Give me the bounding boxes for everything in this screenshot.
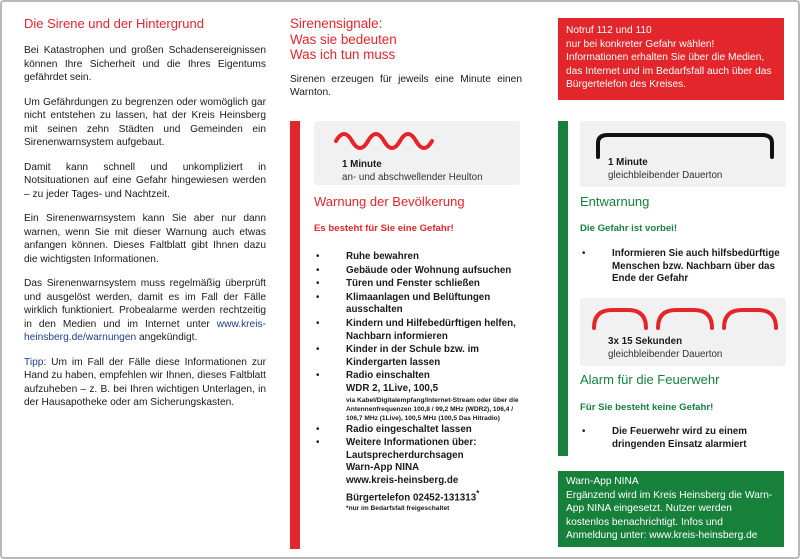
more-line-4: www.kreis-heinsberg.de	[346, 474, 459, 486]
radio-line-1: Radio einschalten	[346, 370, 430, 382]
nina-text: Ergänzend wird im Kreis Heinsberg die Warn-App NINA eingesetzt. Nutzer werden kostenlos benachrichtigt. Infos und Anmeldung unter: www.kreis-heinsberg.de	[566, 489, 773, 541]
nina-title: Warn-App NINA	[566, 476, 639, 487]
emergency-notice-box	[558, 18, 784, 100]
triple-tone-signal-icon	[588, 304, 784, 334]
footnote-text: *nur im Bedarfsfall freigeschaltet	[346, 505, 450, 513]
list-item: • Radio eingeschaltet lassen	[314, 424, 520, 437]
list-item: • Die Feuerwehr wird zu einem dringenden Einsatz alarmiert	[580, 426, 784, 451]
dauerton-signal-icon	[590, 129, 780, 159]
intro-column	[24, 2, 266, 421]
radio-line-2: WDR 2, 1Live, 100,5	[346, 382, 439, 394]
heulton-description: an- und abschwellender Heulton	[342, 172, 483, 183]
more-line-2: Lautsprecherdurchsagen	[346, 449, 464, 461]
signals-title-line-3: Was ich tun muss	[290, 47, 396, 62]
allclear-subtitle: Die Gefahr ist vorbei!	[580, 223, 678, 234]
intro-paragraph-3: Damit kann schnell und unkompliziert in Notsituationen auf eine Gefahr hingewiesen werden – zu jeder Tages- und Nachtzeit.	[24, 161, 266, 200]
warning-instruction-list	[314, 251, 520, 514]
intro-title: Die Sirene und der Hintergrund	[24, 16, 204, 31]
feuerwehr-duration: 3x 15 Sekunden	[608, 336, 683, 347]
tip-paragraph	[24, 356, 266, 410]
intro-paragraph-5	[24, 277, 266, 345]
list-item: • Ruhe bewahren	[314, 251, 520, 264]
emergency-text: nur bei konkreter Gefahr wählen! Informationen erhalten Sie über die Medien, das Internet und im Bedarfsfall auch über das Bürgertelefon des Kreises.	[566, 38, 772, 90]
signals-title	[290, 16, 528, 63]
firebrigade-instruction-list	[580, 426, 784, 452]
tip-label: Tipp:	[24, 356, 47, 368]
list-item: • Informieren Sie auch hilfsbedürftige Menschen bzw. Nachbarn über das Ende der Gefahr	[580, 248, 784, 286]
heulton-signal-box	[314, 121, 520, 185]
probealarm-end: angekündigt.	[136, 332, 198, 343]
warnungen-link[interactable]: www.kreis-heinsberg.de/warnungen	[24, 318, 266, 343]
footnote-star: *	[476, 488, 480, 498]
radio-frequencies: via Kabel/Digitalempfang/Internet-Stream oder über die Antennenfrequenzen 100,8 / 99,2 MHz (WDR2), 106,4 / 106,7 MHz (1Live), 100,5 MHz (100,5 Das Hitradio)	[346, 396, 519, 422]
more-line-5: Bürgertelefon 02452-131313	[346, 491, 477, 503]
tip-text: Um im Fall der Fälle diese Informationen zur Hand zu haben, empfehlen wir Ihnen, dieses Faltblatt aufzuheben – z. B. bei Ihren wichtigen Unterlagen, in der Hausapotheke oder am Sicherungskasten.	[24, 356, 266, 408]
more-line-3: Warn-App NINA	[346, 462, 420, 474]
emergency-title: Notruf 112 und 110	[566, 25, 652, 36]
signals-column	[290, 2, 528, 111]
warning-title: Warnung der Bevölkerung	[314, 194, 465, 209]
probealarm-text: Das Sirenenwarnsystem muss regelmäßig überprüft und ausgelöst werden, damit es im Fall der Fälle wirklich funktioniert. Probealarme werden rechtzeitig in den Medien und im Internet unter	[24, 278, 266, 330]
intro-paragraph-2: Um Gefährdungen zu begrenzen oder womöglich gar nicht entstehen zu lassen, hat der Kreis Heinsberg mit seinen zehn Städten und Gemeinden ein Sirenenwarnsystem aufgebaut.	[24, 96, 266, 148]
list-item-more-info	[314, 437, 520, 513]
feuerwehr-description: gleichbleibender Dauerton	[608, 349, 723, 360]
wave-signal-icon	[332, 129, 442, 153]
nina-app-box	[558, 471, 784, 547]
list-item: • Gebäude oder Wohnung aufsuchen	[314, 265, 520, 278]
dauerton-duration: 1 Minute	[608, 157, 648, 168]
signals-title-line-1: Sirenensignale:	[290, 16, 383, 31]
firebrigade-subtitle: Für Sie besteht keine Gefahr!	[580, 402, 714, 413]
more-line-1: Weitere Informationen über:	[346, 437, 477, 449]
allclear-title: Entwarnung	[580, 194, 650, 209]
firebrigade-title: Alarm für die Feuerwehr	[580, 372, 720, 387]
list-item: • Türen und Fenster schließen	[314, 278, 520, 291]
heulton-duration: 1 Minute	[342, 159, 382, 170]
allclear-instruction-list	[580, 248, 784, 287]
intro-paragraph-1: Bei Katastrophen und großen Schadensereignissen können Ihre Sicherheit und die Ihres Eigentums gefährdet sein.	[24, 45, 266, 83]
signals-title-line-2: Was sie bedeuten	[290, 31, 397, 47]
warning-red-bar	[290, 121, 300, 549]
allclear-green-bar	[558, 121, 568, 456]
list-item-radio	[314, 370, 520, 422]
feuerwehr-signal-box	[580, 298, 786, 366]
intro-paragraph-4: Ein Sirenenwarnsystem kann Sie aber nur dann warnen, wenn Sie mit dieser Warnung auch etwas anfangen können. Dieses Faltblatt gibt Ihnen dazu die wichtigsten Informationen.	[24, 213, 266, 265]
signals-intro: Sirenen erzeugen für jeweils eine Minute einen Warnton.	[290, 73, 522, 98]
dauerton-signal-box	[580, 121, 786, 187]
list-item: • Kindern und Hilfebedürftigen helfen, Nachbarn informieren	[314, 318, 520, 343]
list-item: • Kinder in der Schule bzw. im Kindergarten lassen	[314, 344, 520, 369]
dauerton-description: gleichbleibender Dauerton	[608, 170, 723, 181]
list-item: • Klimaanlagen und Belüftungen ausschalten	[314, 292, 520, 317]
warning-subtitle: Es besteht für Sie eine Gefahr!	[314, 223, 454, 234]
